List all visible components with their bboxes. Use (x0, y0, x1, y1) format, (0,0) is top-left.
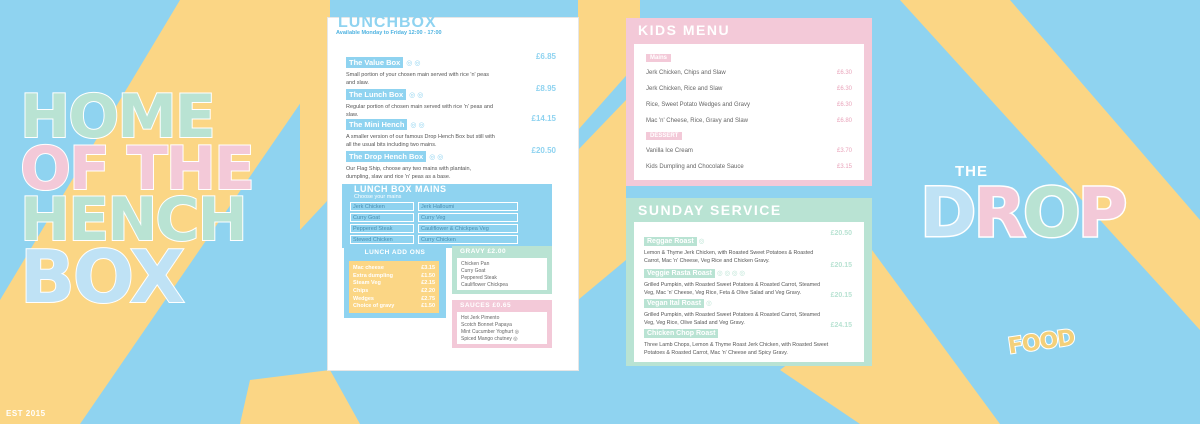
addon-row (353, 273, 435, 281)
addons-list (349, 261, 439, 313)
sunday-item-price: £20.15 (830, 292, 852, 299)
logo-letter-r: R (973, 174, 1023, 253)
sunday-item-price: £20.15 (830, 262, 852, 269)
item-name: The Drop Hench Box (346, 151, 426, 162)
kids-item-price: £3.70 (836, 148, 852, 154)
addon-name: Wedges (353, 295, 374, 302)
kids-menu (626, 18, 872, 186)
lunchbox-menu (328, 14, 578, 370)
gravy-option: Chicken Pan (461, 261, 490, 267)
logo-the: THE (955, 163, 988, 180)
addon-price: £3.15 (421, 265, 435, 271)
sauce-option: Scotch Bonnet Papaya (461, 322, 512, 328)
dietary-icons: ◎ ◎ (406, 60, 421, 67)
hero-line-3: HENCH (20, 185, 246, 256)
addon-name: Choice of gravy (353, 303, 395, 310)
kids-item-price: £6.30 (836, 70, 852, 76)
kids-item (646, 148, 852, 154)
dessert-tag: DESSERT (646, 132, 682, 140)
sunday-item-price: £20.50 (830, 230, 852, 237)
dietary-icons: ◎ (706, 300, 712, 307)
lunchbox-mains-panel (342, 184, 552, 248)
main-option: Jerk Chicken (350, 202, 414, 211)
sauces-title: SAUCES £0.65 (460, 302, 512, 309)
logo-food: FOOD (1006, 325, 1077, 360)
main-option: Cauliflower & Chickpea Veg (418, 224, 518, 233)
item-description: Small portion of your chosen main served with rice 'n' peas and slaw. (346, 72, 490, 86)
lunchbox-title: LUNCHBOX (338, 14, 437, 31)
hero-line-1: HOME (20, 82, 214, 152)
item-price: £6.85 (535, 52, 556, 61)
kids-item-name: Mac 'n' Cheese, Rice, Gravy and Slaw (646, 118, 748, 124)
gravy-option: Curry Goat (461, 268, 486, 274)
sauces-list (457, 312, 547, 344)
addon-row (353, 265, 435, 273)
gravy-panel (452, 246, 552, 294)
kids-menu-body (634, 44, 864, 180)
sunday-item (644, 322, 852, 357)
sunday-item-description: Three Lamb Chops, Lemon & Thyme Roast Jerk Chicken, with Roasted Sweet Potatoes & Roasted Carrot, Mac 'n' Cheese and Spicy Gravy. (644, 342, 829, 356)
addon-name: Extra dumpling (353, 272, 394, 279)
dietary-icons: ◎ (698, 238, 705, 245)
addon-price: £2.15 (421, 280, 435, 287)
addons-title: LUNCH ADD ONS (364, 249, 426, 256)
sauce-option: Spiced Mango chutney ◎ (461, 336, 518, 342)
item-description: Our Flag Ship, choose any two mains with plantain, dumpling, slaw and rice 'n' peas as a base. (346, 166, 472, 180)
sunday-item-name: Chicken Chop Roast (644, 329, 718, 338)
lunchbox-item (346, 146, 556, 182)
kids-item-name: Vanilla Ice Cream (646, 148, 693, 154)
addon-row (353, 280, 435, 288)
logo-letter-o: O (1022, 174, 1078, 253)
addon-row (353, 303, 435, 311)
item-description: A smaller version of our famous Drop Hench Box but still with all the usual bits including two mains. (346, 134, 495, 148)
item-name: The Lunch Box (346, 89, 406, 100)
sunday-title: SUNDAY SERVICE (638, 202, 782, 218)
hero-title (20, 82, 278, 319)
addon-name: Steam Veg (353, 280, 381, 287)
dietary-icons: ◎ ◎ (410, 122, 425, 129)
sunday-item-price: £24.15 (830, 322, 852, 329)
sauce-option: Mint Cucumber Yoghurt ◎ (461, 329, 520, 335)
sunday-item-description: Grilled Pumpkin, with Roasted Sweet Potatoes & Roasted Carrot, Steamed Veg, Veg Rice, Olive Salad and Veg Gravy. (644, 312, 821, 326)
sauce-option: Hot Jerk Pimento (461, 315, 500, 321)
hero-line-2: OF THE (20, 133, 254, 204)
kids-item-name: Rice, Sweet Potato Wedges and Gravy (646, 102, 750, 108)
kids-item (646, 70, 852, 76)
main-option: Jerk Halloumi (418, 202, 518, 211)
kids-menu-title: KIDS MENU (638, 22, 731, 38)
main-option: Curry Chicken (418, 235, 518, 244)
addon-price: £2.75 (421, 295, 435, 302)
established-label: EST 2015 (6, 409, 46, 418)
logo-letter-p: P (1077, 174, 1125, 253)
kids-item (646, 164, 852, 170)
item-name: The Value Box (346, 57, 403, 68)
kids-item (646, 86, 852, 92)
sauces-panel (452, 300, 552, 348)
main-option: Stewed Chicken (350, 235, 414, 244)
item-price: £8.95 (535, 84, 556, 93)
addon-name: Chips (353, 288, 369, 295)
kids-item-name: Kids Dumpling and Chocolate Sauce (646, 164, 744, 170)
mains-subtitle: Choose your mains (354, 194, 402, 200)
addon-price: £1.50 (421, 303, 435, 310)
gravy-title: GRAVY £2.00 (460, 248, 507, 255)
kids-item-price: £3.15 (836, 164, 852, 170)
kids-item-price: £6.30 (836, 102, 852, 108)
addon-name: Mac cheese (353, 265, 384, 271)
item-description: Regular portion of chosen main served with rice 'n' peas and slaw. (346, 104, 494, 118)
kids-item-price: £6.30 (836, 86, 852, 92)
kids-item-name: Jerk Chicken, Chips and Slaw (646, 70, 726, 76)
sunday-item-description: Lemon & Thyme Jerk Chicken, with Roasted Sweet Potatoes & Roasted Carrot, Mac 'n' Cheese, Veg Rice and Chicken Gravy. (644, 250, 814, 264)
logo-drop (920, 174, 1124, 253)
item-price: £20.50 (531, 146, 556, 155)
kids-item (646, 118, 852, 124)
addon-price: £2.20 (421, 288, 435, 295)
lunchbox-item (346, 114, 556, 150)
sunday-service-menu (626, 198, 872, 366)
main-option: Curry Goat (350, 213, 414, 222)
logo-letter-d: D (920, 174, 974, 253)
addon-row (353, 288, 435, 296)
item-price: £14.15 (531, 114, 556, 123)
hero-line-4: BOX (20, 234, 184, 319)
dietary-icons: ◎ ◎ (429, 154, 444, 161)
sunday-item-description: Grilled Pumpkin, with Roasted Sweet Potatoes & Roasted Carrot, Steamed Veg, Mac 'n' Cheese, Veg Rice, Feta & Olive Salad and Veg Gravy. (644, 282, 821, 296)
lunchbox-subtitle: Available Monday to Friday 12:00 - 17:00 (336, 30, 442, 36)
lunchbox-item (346, 52, 556, 88)
sunday-item-name: Veggie Rasta Roast (644, 269, 715, 278)
dietary-icons: ◎ ◎ ◎ ◎ (716, 270, 746, 277)
item-name: The Mini Hench (346, 119, 407, 130)
mains-tag: Mains (646, 54, 671, 62)
main-option: Curry Veg (418, 213, 518, 222)
sunday-item-name: Reggae Roast (644, 237, 697, 246)
kids-item (646, 102, 852, 108)
gravy-option: Cauliflower Chickpea (461, 282, 508, 288)
dietary-icons: ◎ ◎ (409, 92, 424, 99)
gravy-option: Peppered Steak (461, 275, 497, 281)
lunch-addons-panel (344, 246, 446, 318)
kids-item-name: Jerk Chicken, Rice and Slaw (646, 86, 723, 92)
sunday-item (644, 230, 852, 265)
mains-title: LUNCH BOX MAINS (354, 184, 447, 194)
addon-price: £1.50 (421, 272, 435, 279)
gravy-list (457, 258, 547, 290)
sunday-item-name: Vegan Ital Roast (644, 299, 704, 308)
kids-item-price: £6.80 (836, 118, 852, 124)
addon-row (353, 296, 435, 304)
main-option: Peppered Steak (350, 224, 414, 233)
mains-list (350, 202, 550, 244)
sunday-body (634, 222, 864, 362)
